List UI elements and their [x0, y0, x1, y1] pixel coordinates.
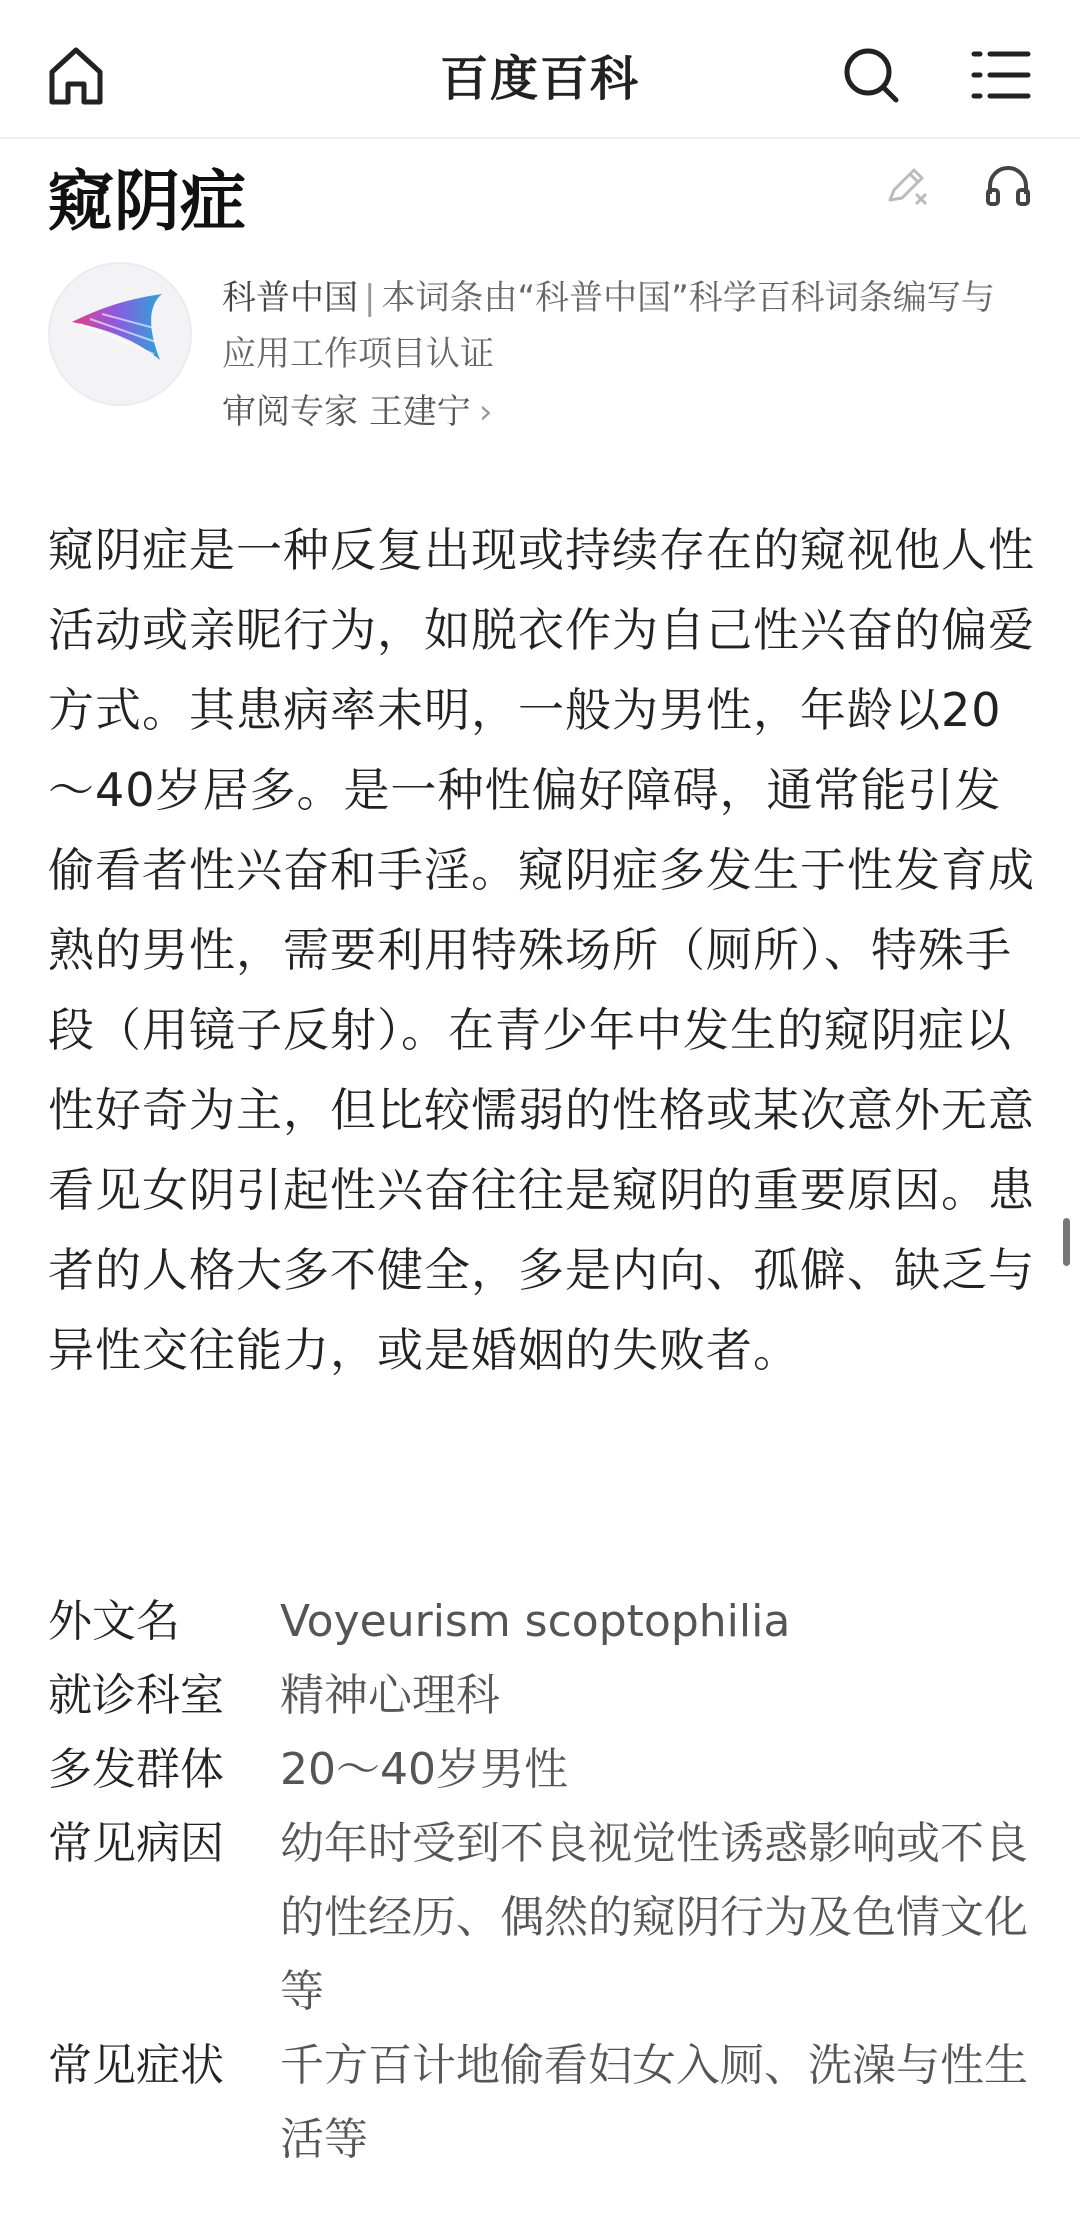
- info-value[interactable]: 精神心理科: [280, 1670, 500, 1721]
- author-org-link[interactable]: 科普中国: [222, 278, 358, 318]
- info-row-symptoms: [48, 2029, 1038, 2177]
- info-key: 常见病因: [48, 1818, 224, 1869]
- info-key: 多发群体: [48, 1744, 224, 1795]
- info-value: Voyeurism scoptophilia: [280, 1596, 791, 1647]
- scrollbar[interactable]: [1063, 1218, 1070, 1266]
- info-key: 外文名: [48, 1596, 180, 1647]
- home-icon[interactable]: [40, 40, 112, 112]
- info-value: 千方百计地偷看妇女入厕、洗澡与性生活等: [280, 2040, 1028, 2165]
- info-row-foreign-name: [48, 1585, 1038, 1659]
- entry-title: 窥阴症: [48, 163, 246, 240]
- separator: |: [364, 278, 376, 318]
- search-icon[interactable]: [838, 42, 904, 108]
- headphones-icon[interactable]: [982, 160, 1034, 212]
- menu-icon[interactable]: [968, 42, 1034, 108]
- top-bar: [0, 0, 1080, 139]
- science-china-logo-icon[interactable]: [48, 262, 192, 406]
- info-key: 就诊科室: [48, 1670, 224, 1721]
- info-key: 常见症状: [48, 2040, 224, 2091]
- certification-text: [222, 270, 1022, 382]
- reviewer-label: 审阅专家 王建宁: [222, 392, 471, 432]
- certification-description: 本词条由“科普中国”科学百科词条编写与应用工作项目认证: [222, 278, 995, 374]
- infobox: [48, 1585, 1038, 2177]
- info-value: 幼年时受到不良视觉性诱惑影响或不良的性经历、偶然的窥阴行为及色情文化等: [280, 1818, 1028, 2017]
- entry-summary: 窥阴症是一种反复出现或持续存在的窥视他人性活动或亲昵行为，如脱衣作为自己性兴奋的偏爱方式。其患病率未明，一般为男性，年龄以20～40岁居多。是一种性偏好障碍，通常能引发偷看者性兴奋和手淫。窥阴症多发生于性发育成熟的男性，需要利用特殊场所（厕所）、特殊手段（用镜子反射）。在青少年中发生的窥阴症以性好奇为主，但比较懦弱的性格或某次意外无意看见女阴引起性兴奋往往是窥阴的重要原因。患者的人格大多不健全，多是内向、孤僻、缺乏与异性交往能力，或是婚姻的失败者。: [48, 523, 1035, 1377]
- info-row-department: [48, 1659, 1038, 1733]
- info-value: 20～40岁男性: [280, 1744, 568, 1795]
- reviewer-link[interactable]: [222, 384, 492, 433]
- edit-icon[interactable]: [880, 160, 932, 212]
- info-row-population: [48, 1733, 1038, 1807]
- info-row-causes: [48, 1807, 1038, 2029]
- chevron-right-icon: ›: [478, 392, 493, 432]
- app-title: 百度百科: [439, 51, 640, 107]
